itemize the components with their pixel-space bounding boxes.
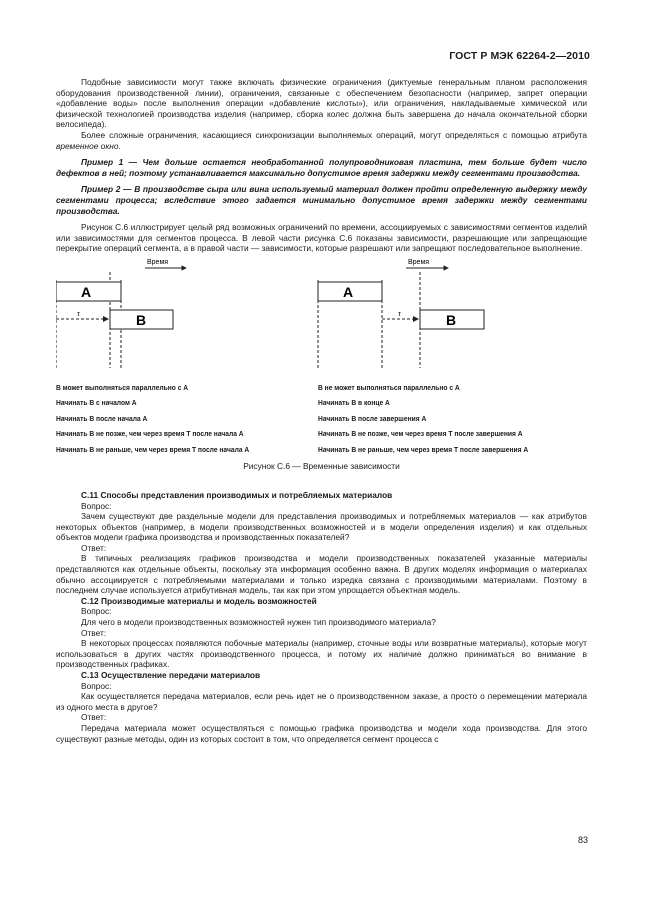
section-c13-answer: Передача материала может осуществляться с помощью графика производства и модели хода производства. Для этого существуют разные методы, один из которых состоит в том, что определяется сегмент процесса с xyxy=(56,722,587,744)
segment-a-label-right: A xyxy=(343,283,354,300)
section-c13-question-label: Вопрос: xyxy=(81,680,112,691)
section-c13-question: Как осуществляется передача материалов, если речь идет не о производственном заказе, а просто о перемещении материала из одного места в другое? xyxy=(56,691,587,712)
paragraph-time-window-text: Более сложные ограничения, касающиеся синхронизации выполняемых операций, могут определяться с помощью атрибута xyxy=(81,129,587,140)
left-label-1: В может выполняться параллельно с А xyxy=(56,382,189,392)
time-label-left: Время xyxy=(147,258,169,266)
example-1: Пример 1 — Чем дольше остается необработанной полупроводниковая пластина, тем больше будет число дефектов в ней; поэтому устанавливается максимально допустимое время задержки между сегментами производства. xyxy=(56,157,587,178)
segment-a-label-left: A xyxy=(81,283,92,300)
section-c12-title: С.12 Производимые материалы и модель возможностей xyxy=(81,595,317,606)
document-body xyxy=(56,77,587,744)
page-number: 83 xyxy=(577,835,588,845)
section-c11-title: С.11 Способы представления производимых и потребляемых материалов xyxy=(81,489,393,500)
timing-diagram xyxy=(56,258,587,376)
section-c12-question-label: Вопрос: xyxy=(81,606,112,617)
example-2: Пример 2 — В производстве сыра или вина используемый материал должен пройти определенную выдержку между сегментами процесса; вследствие этого задается минимально допустимое время задержки между сегментами производства. xyxy=(56,184,587,216)
section-c12-answer: В некоторых процессах появляются побочные материалы (например, сточные воды или возвратные материалы), которые могут использоваться в других частях производственного процесса, и потому их наличие должно приниматься во внимание в производственных графиках. xyxy=(56,638,587,670)
segment-b-label-left: B xyxy=(136,311,147,328)
right-label-1: В не может выполняться параллельно с А xyxy=(318,382,460,392)
right-diagram xyxy=(318,259,484,368)
paragraph-time-window-end: . xyxy=(118,140,121,151)
section-c13-answer-label: Ответ: xyxy=(81,712,107,723)
right-label-5: Начинать В не раньше, чем через время T после завершения А xyxy=(318,444,529,454)
segment-b-label-right: B xyxy=(446,311,457,328)
paragraph-figure-ref: Рисунок С.6 иллюстрирует целый ряд возможных ограничений по времени, ассоциируемых с зависимостями сегментов изделий или зависимостями для сегментов процесса. В левой части рисунка С.6 показаны зависимости, разрешающие или запрещающие перекрытие операций сегмента, а в правой части — зависимости, которые разрешают или запрещают последовательное выполнение. xyxy=(56,222,587,254)
tau-label-right: τ xyxy=(398,308,401,318)
paragraph-time-window xyxy=(56,130,587,151)
right-label-2: Начинать В в конце А xyxy=(318,397,390,407)
figure-c6 xyxy=(56,258,587,490)
section-c11-question-label: Вопрос: xyxy=(81,500,112,511)
section-c11-answer-label: Ответ: xyxy=(81,542,107,553)
left-diagram xyxy=(56,259,186,368)
document-header: ГОСТ Р МЭК 62264-2—2010 xyxy=(449,50,590,62)
section-c13-title: С.13 Осуществление передачи материалов xyxy=(81,670,261,680)
right-label-3: Начинать В после завершения А xyxy=(318,413,427,423)
section-c12-answer-label: Ответ: xyxy=(81,627,107,638)
section-c12-question: Для чего в модели производственных возможностей нужен тип производимого материала? xyxy=(81,617,436,628)
section-c11-answer: В типичных реализациях графиков производства и модели производственных показателей указанные материалы представляются как отдельные объекты, поскольку эта информация особенно важна. В других моделях информация о материалах обычно ассоциируется с потребляемыми материалами и только изредка связана с производимыми материалами. Поэтому в последнем случае используется атрибутивная модель, так как при этом упрощается объектная модель. xyxy=(56,553,587,596)
time-label-right: Время xyxy=(408,258,430,266)
paragraph-dependencies: Подобные зависимости могут также включать физические ограничения (диктуемые генеральным планом расположения оборудования производственной линии), ограничения, связанные с обеспечением безопасности (например, запрет операции «добавление воды» после выполнения операции «добавление кислоты»), или ограничения, накладываемые химической или физической технологией производства изделия (например, сборка колес должна быть завершена до начала окончательной сборки велосипеда). xyxy=(56,77,587,130)
left-label-3: Начинать В после начала А xyxy=(56,413,148,423)
right-label-4: Начинать В не позже, чем через время T после завершения А xyxy=(318,428,523,438)
tau-label-left: τ xyxy=(77,308,80,318)
left-label-2: Начинать В с началом А xyxy=(56,397,137,407)
figure-caption: Рисунок С.6 — Временные зависимости xyxy=(243,460,400,471)
section-c11-question: Зачем существуют две раздельные модели для представления производимых и потребляемых материалов — как атрибутов некоторых объектов (например, в модели производственных возможностей и в модели определения изделия) и как отдельных объектов модели графика производства и производственных показателей? xyxy=(56,511,587,543)
left-label-5: Начинать В не раньше, чем через время T после начала А xyxy=(56,444,250,454)
term-time-window: временное окно xyxy=(56,140,119,151)
left-label-4: Начинать В не позже, чем через время T после начала А xyxy=(56,428,244,438)
